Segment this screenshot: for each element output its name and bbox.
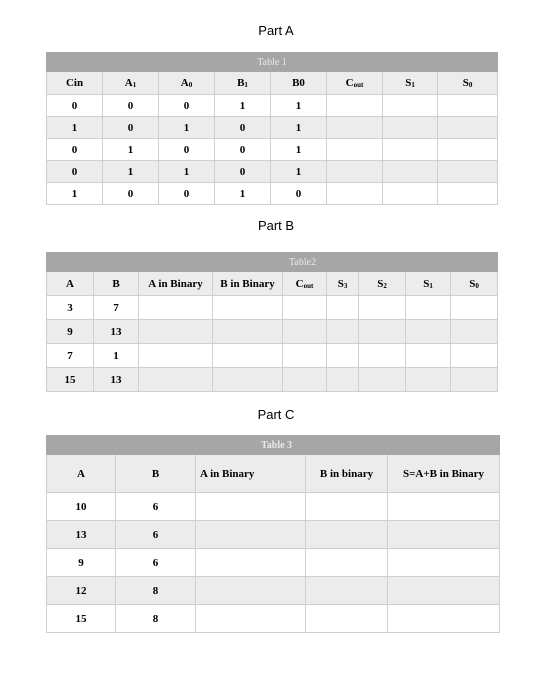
table-cell [306,605,388,633]
table-cell [388,521,500,549]
header-cin: Cin [47,72,103,95]
table-cell [327,368,359,392]
table-cell [306,521,388,549]
header-b0: B0 [271,72,327,95]
table-cell [327,344,359,368]
table-cell: 0 [47,95,103,117]
table-row [47,139,498,161]
table-cell: 13 [47,521,116,549]
table-cell: 1 [271,139,327,161]
table-cell: 0 [215,117,271,139]
table-cell: 0 [159,139,215,161]
table-cell [406,344,451,368]
header-s2: $S_2$ [359,272,406,296]
table-cell: 1 [271,117,327,139]
part-c-title: Part C [257,407,295,422]
table-cell: 7 [47,344,94,368]
table-cell [306,493,388,521]
table-cell [213,320,283,344]
part-b-title: Part B [257,218,295,233]
table-cell: 0 [103,95,159,117]
table-row [47,368,498,392]
table-cell: 0 [215,161,271,183]
table-cell [383,117,438,139]
table-cell: 15 [47,368,94,392]
table-cell [196,577,306,605]
table-cell [139,296,213,320]
table-cell: 1 [47,183,103,205]
header-a0: $A_0$ [159,72,215,95]
table-cell [388,577,500,605]
table-row [47,577,500,605]
table-cell: 1 [271,161,327,183]
table-cell [327,183,383,205]
table-row [47,605,500,633]
table-cell: 15 [47,605,116,633]
header-cout: $C_{out}$ [283,272,327,296]
table-cell [388,493,500,521]
table-cell: 12 [47,577,116,605]
table-cell [406,368,451,392]
table-cell [139,320,213,344]
table-cell [451,368,498,392]
table-cell [406,320,451,344]
header-sum-in-binary: S=A+B in Binary [388,455,500,493]
table-1-caption: Table 1 [47,53,498,72]
table-cell [196,493,306,521]
table-cell: 8 [116,605,196,633]
table-cell: 1 [103,161,159,183]
table-cell [283,320,327,344]
table-cell [383,95,438,117]
header-b: B [94,272,139,296]
table-cell [196,521,306,549]
table-cell [213,344,283,368]
table-row [47,183,498,205]
table-cell [406,296,451,320]
table-cell [196,605,306,633]
table-cell [213,296,283,320]
header-a-in-binary: A in Binary [139,272,213,296]
header-s1: $S_1$ [406,272,451,296]
table-cell: 8 [116,577,196,605]
table-row [47,296,498,320]
table-cell: 0 [103,183,159,205]
header-a: A [47,455,116,493]
table-cell: 0 [271,183,327,205]
table-cell [451,296,498,320]
table-cell: 3 [47,296,94,320]
table-cell: 9 [47,549,116,577]
table-cell [327,296,359,320]
table-cell: 6 [116,549,196,577]
header-b: B [116,455,196,493]
table-cell [359,296,406,320]
header-b-in-binary: B in Binary [213,272,283,296]
table-cell [438,95,498,117]
header-s3: $S_3$ [327,272,359,296]
header-s0: $S_0$ [438,72,498,95]
table-cell: 1 [159,161,215,183]
table-cell: 6 [116,493,196,521]
table-cell [283,344,327,368]
table-cell [451,344,498,368]
table-cell [359,344,406,368]
table-cell [306,549,388,577]
table-cell: 1 [94,344,139,368]
table-cell [327,117,383,139]
header-a1: $A_1$ [103,72,159,95]
table-cell [139,344,213,368]
table-cell [139,368,213,392]
header-b1: $B_1$ [215,72,271,95]
part-a-title: Part A [258,23,294,38]
table-cell: 9 [47,320,94,344]
table-cell [283,368,327,392]
table-cell: 13 [94,320,139,344]
table-row [47,320,498,344]
table-row [47,493,500,521]
table-3-caption: Table 3 [196,436,500,455]
header-s0: $S_0$ [451,272,498,296]
table-cell: 10 [47,493,116,521]
table-cell: 1 [103,139,159,161]
table-cell [388,605,500,633]
table-cell [359,320,406,344]
table-cell: 13 [94,368,139,392]
table-cell: 0 [159,183,215,205]
header-b-in-binary: B in binary [306,455,388,493]
table-cell: 0 [215,139,271,161]
table-cell [438,117,498,139]
table-cell [196,549,306,577]
table-cell [283,296,327,320]
table-cell [327,95,383,117]
table-row [47,117,498,139]
table-cell: 1 [271,95,327,117]
table-row [47,344,498,368]
table-cell [438,161,498,183]
table-row [47,549,500,577]
table-3 [46,435,500,633]
table-cell [327,320,359,344]
table-cell [438,139,498,161]
table-cell [438,183,498,205]
table-cell [451,320,498,344]
table-cell [213,368,283,392]
table-row [47,161,498,183]
table-row [47,95,498,117]
table-cell: 1 [47,117,103,139]
header-s1: $S_1$ [383,72,438,95]
table-cell: 0 [103,117,159,139]
table-cell: 0 [47,139,103,161]
table-row [47,521,500,549]
header-a: A [47,272,94,296]
table-cell [383,161,438,183]
table-cell [327,161,383,183]
table-cell: 1 [215,95,271,117]
table-cell: 1 [159,117,215,139]
table-cell: 1 [215,183,271,205]
table-cell: 0 [159,95,215,117]
table-cell: 7 [94,296,139,320]
table-2-caption: Table2 [139,253,498,272]
table-cell [383,139,438,161]
table-cell [306,577,388,605]
table-2 [46,252,498,392]
header-cout: $C_{out}$ [327,72,383,95]
table-cell [383,183,438,205]
table-cell: 6 [116,521,196,549]
table-cell [359,368,406,392]
table-1 [46,52,498,205]
table-cell: 0 [47,161,103,183]
table-cell [388,549,500,577]
header-a-in-binary: A in Binary [196,455,306,493]
table-cell [327,139,383,161]
